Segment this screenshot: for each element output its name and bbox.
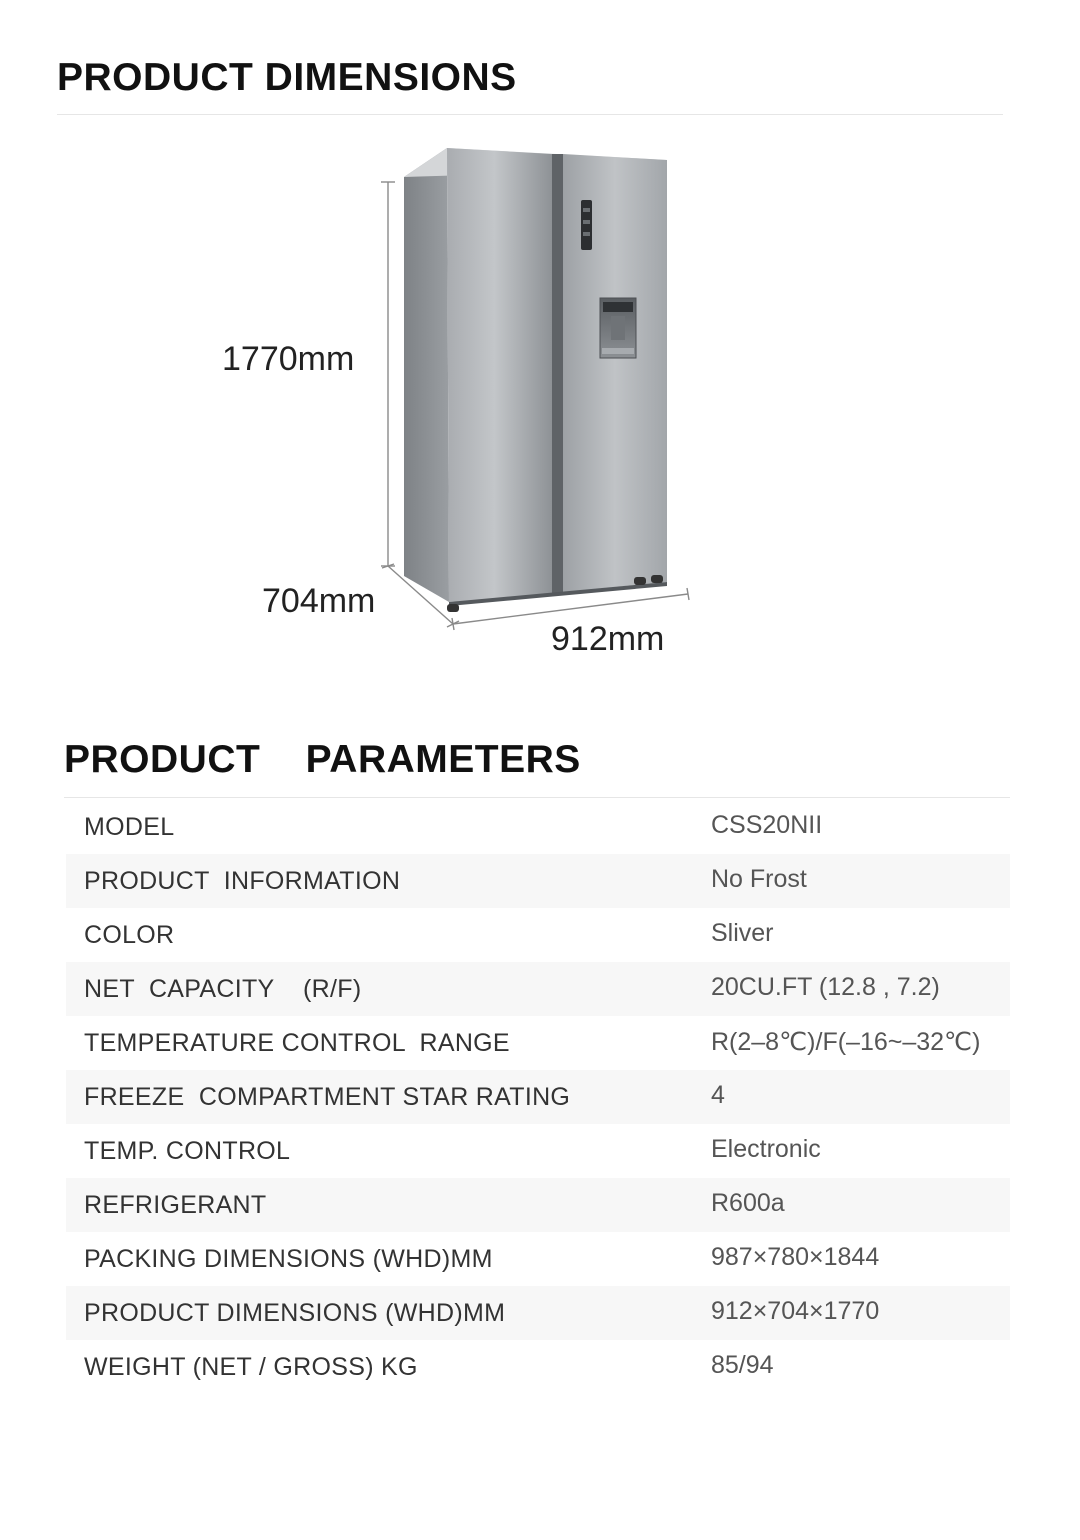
param-label: COLOR — [84, 921, 175, 949]
param-row-net-capacity — [66, 962, 1010, 1016]
param-label: NET CAPACITY (R/F) — [84, 975, 362, 1003]
param-row-refrigerant — [66, 1178, 1010, 1232]
param-label: FREEZE COMPARTMENT STAR RATING — [84, 1083, 571, 1111]
fridge-illustration — [0, 130, 1080, 690]
param-value: 912×704×1770 — [711, 1297, 880, 1325]
param-row-color — [66, 908, 1010, 962]
param-label: PRODUCT DIMENSIONS (WHD)MM — [84, 1299, 506, 1327]
param-row-model — [66, 800, 1010, 854]
dimensions-title: PRODUCT DIMENSIONS — [57, 56, 517, 99]
param-row-packing-dimensions — [66, 1232, 1010, 1286]
parameters-title: PRODUCT PARAMETERS — [64, 738, 581, 781]
param-value: 20CU.FT (12.8 , 7.2) — [711, 973, 940, 1001]
title-divider — [57, 114, 1003, 115]
param-label: TEMP. CONTROL — [84, 1137, 291, 1165]
param-label: PRODUCT INFORMATION — [84, 867, 401, 895]
param-label: MODEL — [84, 813, 175, 841]
param-value: 4 — [711, 1081, 725, 1109]
param-label: TEMPERATURE CONTROL RANGE — [84, 1029, 510, 1057]
param-row-temperature-range — [66, 1016, 1010, 1070]
param-value: R(2–8℃)/F(–16~–32℃) — [711, 1028, 981, 1056]
param-row-weight — [66, 1340, 1010, 1394]
param-value: R600a — [711, 1189, 785, 1217]
param-row-temp-control — [66, 1124, 1010, 1178]
param-value: 987×780×1844 — [711, 1243, 880, 1271]
param-value: Electronic — [711, 1135, 821, 1163]
param-value: Sliver — [711, 919, 774, 947]
depth-label: 704mm — [262, 582, 376, 620]
height-label: 1770mm — [222, 340, 355, 378]
refrigerator — [404, 148, 667, 612]
dimensions-diagram — [0, 130, 1080, 690]
param-label: REFRIGERANT — [84, 1191, 267, 1219]
param-label: PACKING DIMENSIONS (WHD)MM — [84, 1245, 493, 1273]
width-label: 912mm — [551, 620, 665, 658]
param-row-product-information — [66, 854, 1010, 908]
param-value: 85/94 — [711, 1351, 774, 1379]
param-value: CSS20NII — [711, 811, 823, 839]
param-row-star-rating — [66, 1070, 1010, 1124]
param-value: No Frost — [711, 865, 807, 893]
height-dimension-line — [381, 182, 395, 566]
parameters-table — [66, 800, 1010, 1394]
parameters-divider — [64, 797, 1010, 798]
param-row-product-dimensions — [66, 1286, 1010, 1340]
param-label: WEIGHT (NET / GROSS) KG — [84, 1353, 418, 1381]
